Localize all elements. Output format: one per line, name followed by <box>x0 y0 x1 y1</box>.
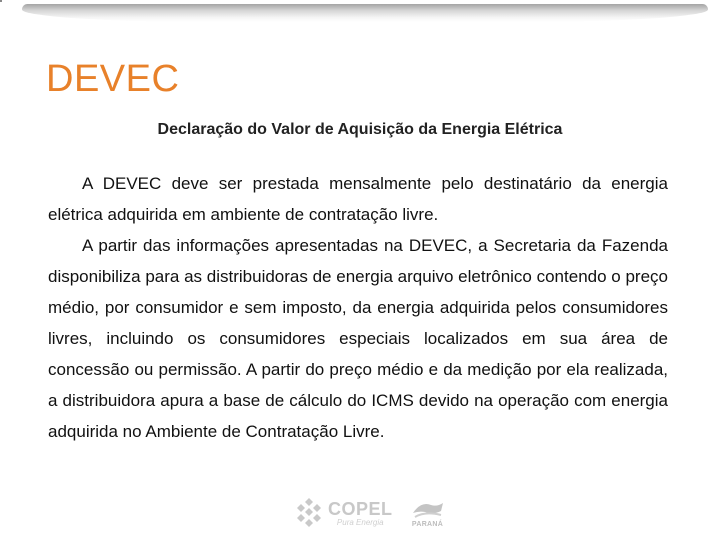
copel-logo-text: COPEL <box>328 498 393 519</box>
copel-icon <box>296 498 322 528</box>
footer-logos <box>296 493 445 533</box>
paragraph-2: A partir das informações apresentadas na DEVEC, a Secretaria da Fazenda disponibiliza para as distribuidoras de energia arquivo eletrônico contendo o preço médio, por consumidor e sem imposto, da energia adquirida pelos consumidores livres, incluindo os consumidores especiais localizados em sua área de concessão ou permissão. A partir do preço médio e da medição por ela realizada, a distribuidora apura a base de cálculo do ICMS devido na operação com energia adquirida no Ambiente de Contratação Livre. <box>48 236 668 441</box>
slide-title: DEVEC <box>46 58 180 100</box>
copel-tagline: Pura Energia <box>336 517 384 527</box>
copel-logo <box>296 498 393 528</box>
body-text <box>48 168 668 447</box>
top-shadow-bar <box>22 4 708 22</box>
parana-logo-text: PARANÁ <box>411 520 444 528</box>
paragraph-1: A DEVEC deve ser prestada mensalmente pelo destinatário da energia elétrica adquirida em ambiente de contratação livre. <box>48 174 668 224</box>
corner-mark <box>0 0 4 4</box>
slide-subtitle: Declaração do Valor de Aquisição da Energia Elétrica <box>157 121 563 138</box>
parana-flag-icon <box>411 499 445 521</box>
parana-logo <box>411 499 445 528</box>
